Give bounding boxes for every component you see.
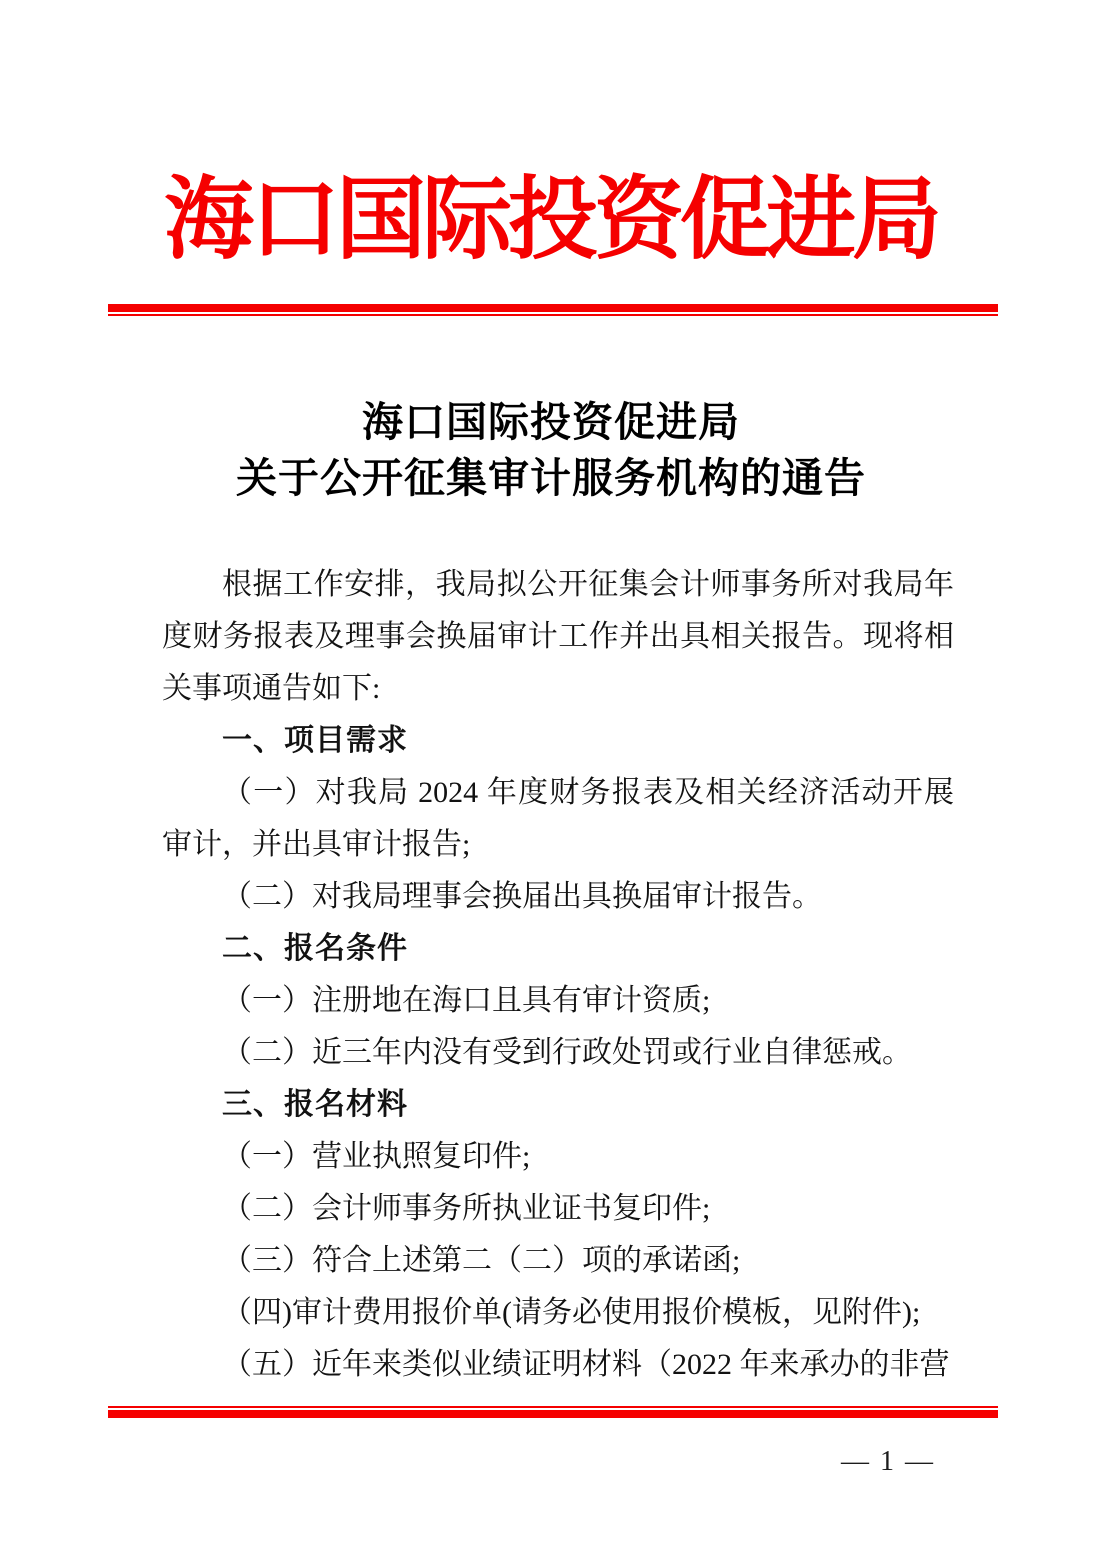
section-heading-application-conditions: 二、报名条件 [222,932,408,965]
letterhead-title: 海口国际投资促进局 [164,171,938,270]
section3-item3: （三）符合上述第二（二）项的承诺函; [222,1244,741,1277]
section3-item4: （四)审计费用报价单(请务必使用报价模板，见附件); [222,1296,921,1329]
document-title [0,394,1102,506]
document-body [162,559,954,1391]
section-heading-project-requirements: 一、项目需求 [222,724,408,757]
footer-rule [108,1406,998,1418]
header-rule-thin-line [108,314,998,316]
section2-item1: （一）注册地在海口且具有审计资质; [222,984,711,1017]
section3-item2: （二）会计师事务所执业证书复印件; [222,1192,711,1225]
section1-item1: （一）对我局 2024 年度财务报表及相关经济活动开展审计，并出具审计报告; [162,776,954,861]
document-title-line2: 关于公开征集审计服务机构的通告 [236,455,866,501]
page-number: — 1 — [841,1446,935,1477]
header-rule-thick-line [108,304,998,312]
footer-rule-thick-line [108,1410,998,1418]
section-heading-application-materials: 三、报名材料 [222,1088,408,1121]
document-title-line1: 海口国际投资促进局 [362,399,740,445]
section3-item1: （一）营业执照复印件; [222,1140,531,1173]
section2-item2: （二）近三年内没有受到行政处罚或行业自律惩戒。 [222,1036,912,1069]
section3-item5-truncated: （五）近年来类似业绩证明材料（2022 年来承办的非营 [222,1348,950,1381]
intro-paragraph: 根据工作安排，我局拟公开征集会计师事务所对我局年度财务报表及理事会换届审计工作并出具相关报告。现将相关事项通告如下: [162,568,954,705]
header-rule [108,304,998,316]
section1-item2: （二）对我局理事会换届出具换届审计报告。 [222,880,822,913]
